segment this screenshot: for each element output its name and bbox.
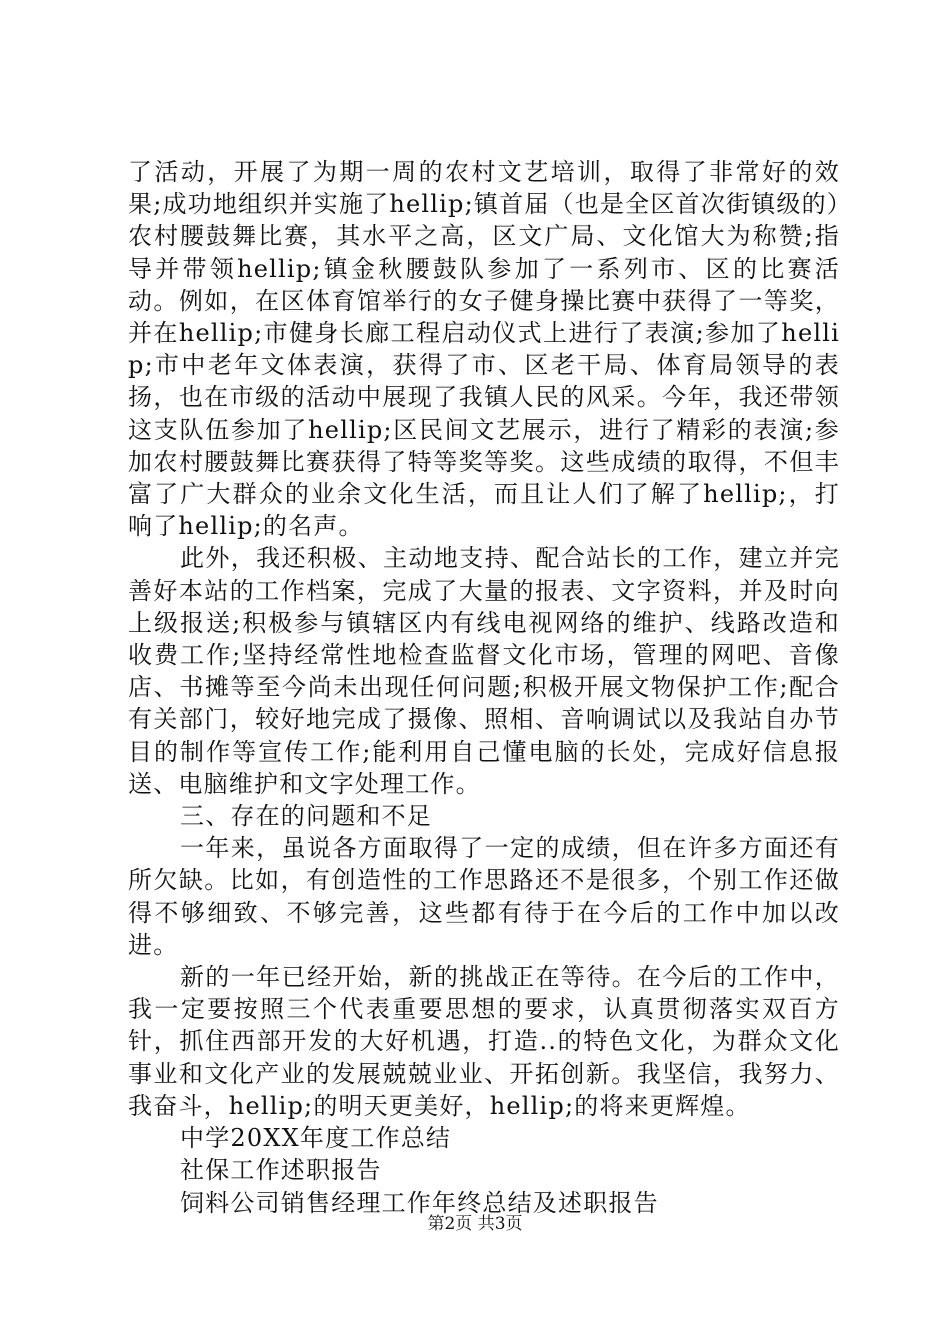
- document-body: [128, 156, 840, 1219]
- paragraph-outlook: 新的一年已经开始，新的挑战正在等待。在今后的工作中，我一定要按照三个代表重要思想的要求，认真贯彻落实双百方针，抓住西部开发的大好机遇，打造..的特色文化，为群众文化事业和文化产业的发展兢兢业业、开拓创新。我坚信，我努力、我奋斗，hellip;的明天更美好，hellip;的将来更辉煌。: [128, 963, 840, 1120]
- paragraph-station-work: 此外，我还积极、主动地支持、配合站长的工作，建立并完善好本站的工作档案，完成了大量的报表、文字资料，并及时向上级报送;积极参与镇辖区内有线电视网络的维护、线路改造和收费工作;坚持经常性地检查监督文化市场，管理的网吧、音像店、书摊等至今尚未出现任何问题;积极开展文物保护工作;配合有关部门，较好地完成了摄像、照相、音响调试以及我站自办节目的制作等宣传工作;能利用自己懂电脑的长处，完成好信息报送、电脑维护和文字处理工作。: [128, 544, 840, 798]
- section-heading-problems: 三、存在的问题和不足: [180, 802, 432, 831]
- page-indicator: 第2页 共3页: [427, 1214, 523, 1234]
- paragraph-activities: 了活动，开展了为期一周的农村文艺培训，取得了非常好的效果;成功地组织并实施了hellip;镇首届（也是全区首次街镇级的）农村腰鼓舞比赛，其水平之高，区文广局、文化馆大为称赞;指导并带领hellip;镇金秋腰鼓队参加了一系列市、区的比赛活动。例如，在区体育馆举行的女子健身操比赛中获得了一等奖，并在hellip;市健身长廊工程启动仪式上进行了表演;参加了hellip;市中老年文体表演，获得了市、区老干局、体育局领导的表扬，也在市级的活动中展现了我镇人民的风采。今年，我还带领这支队伍参加了hellip;区民间文艺展示，进行了精彩的表演;参加农村腰鼓舞比赛获得了特等奖等奖。这些成绩的取得，不但丰富了广大群众的业余文化生活，而且让人们了解了hellip;，打响了hellip;的名声。: [128, 158, 840, 541]
- related-link-feed-company-report[interactable]: 饲料公司销售经理工作年终总结及述职报告: [180, 1188, 659, 1217]
- related-link-school-summary[interactable]: 中学20XX年度工作总结: [180, 1124, 452, 1153]
- paragraph-shortcomings: 一年来，虽说各方面取得了一定的成绩，但在许多方面还有所欠缺。比如，有创造性的工作思路还不是很多，个别工作还做得不够细致、不够完善，这些都有待于在今后的工作中加以改进。: [128, 834, 840, 959]
- related-link-social-security-report[interactable]: 社保工作述职报告: [180, 1156, 382, 1185]
